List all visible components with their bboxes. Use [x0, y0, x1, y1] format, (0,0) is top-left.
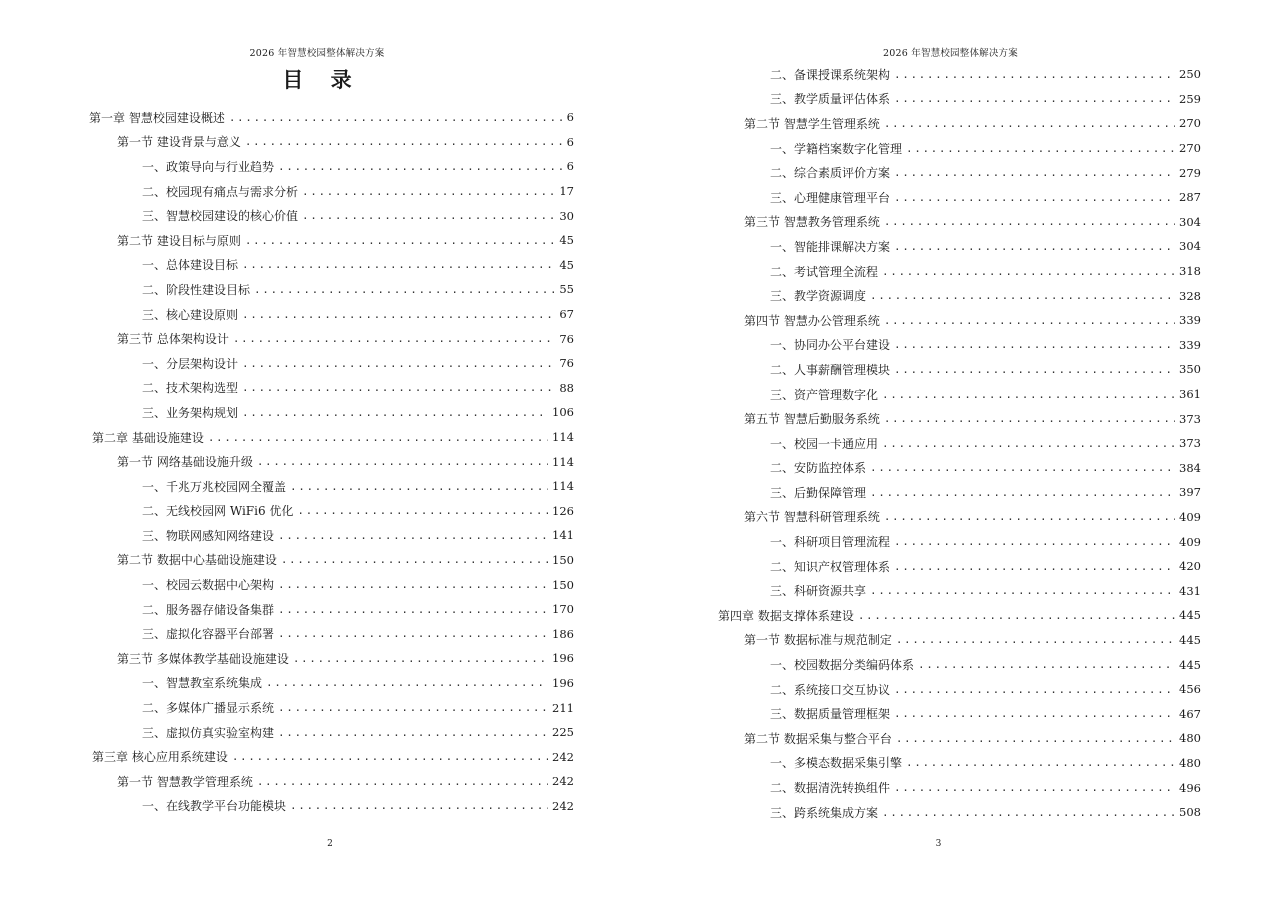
- dot-leader: [302, 185, 555, 198]
- dot-leader: [242, 406, 548, 419]
- toc-entry-subsection[interactable]: [634, 456, 1201, 481]
- dot-leader: [894, 191, 1175, 204]
- dot-leader: [278, 160, 563, 173]
- toc-entry-title: 三、教学资源调度: [770, 289, 867, 304]
- toc-entry-title: 一、千兆万兆校园网全覆盖: [142, 479, 287, 494]
- toc-entry-subsection[interactable]: [0, 695, 574, 720]
- toc-entry-title: 第三章 核心应用系统建设: [92, 750, 228, 765]
- dot-leader: [882, 806, 1175, 819]
- toc-entry-subsection[interactable]: [634, 87, 1201, 112]
- table-of-contents: [634, 62, 1201, 824]
- toc-entry-subsection[interactable]: [634, 160, 1201, 185]
- toc-entry-page-number: 225: [552, 725, 574, 740]
- dot-leader: [870, 289, 1175, 302]
- toc-entry-title: 第四章 数据支撑体系建设: [718, 608, 854, 623]
- dot-leader: [233, 332, 556, 345]
- dot-leader: [894, 707, 1175, 720]
- toc-entry-title: 三、资产管理数字化: [770, 387, 879, 402]
- toc-entry-page-number: 45: [559, 233, 574, 248]
- toc-entry-title: 二、数据清洗转换组件: [770, 781, 891, 796]
- toc-entry-title: 第二章 基础设施建设: [92, 430, 204, 445]
- toc-entry-title: 一、科研项目管理流程: [770, 535, 891, 550]
- dot-leader: [257, 455, 548, 468]
- toc-entry-title: 三、跨系统集成方案: [770, 805, 879, 820]
- toc-entry-title: 第二节 建设目标与原则: [117, 233, 241, 248]
- dot-leader: [894, 338, 1175, 351]
- toc-entry-subsection[interactable]: [634, 283, 1201, 308]
- toc-entry-title: 一、智慧教室系统集成: [142, 676, 263, 691]
- dot-leader: [896, 633, 1175, 646]
- toc-entry-page-number: 287: [1179, 190, 1201, 205]
- toc-entry-page-number: 420: [1179, 559, 1201, 574]
- toc-entry-subsection[interactable]: [634, 431, 1201, 456]
- toc-entry-subsection[interactable]: [634, 677, 1201, 702]
- toc-entry-subsection[interactable]: [634, 775, 1201, 800]
- toc-entry-title: 二、无线校园网 WiFi6 优化: [142, 504, 294, 519]
- toc-entry-subsection[interactable]: [634, 333, 1201, 358]
- toc-entry-page-number: 480: [1179, 731, 1201, 746]
- toc-entry-title: 第一节 数据标准与规范制定: [744, 633, 892, 648]
- toc-entry-page-number: 196: [552, 651, 574, 666]
- toc-entry-page-number: 456: [1179, 682, 1201, 697]
- toc-entry-subsection[interactable]: [634, 652, 1201, 677]
- toc-entry-chapter[interactable]: [0, 425, 574, 450]
- toc-entry-subsection[interactable]: [0, 794, 574, 819]
- toc-entry-title: 二、考试管理全流程: [770, 264, 879, 279]
- toc-entry-title: 二、备课授课系统架构: [770, 67, 891, 82]
- toc-entry-subsection[interactable]: [634, 800, 1201, 825]
- toc-entry-title: 三、业务架构规划: [142, 405, 239, 420]
- toc-entry-title: 一、协同办公平台建设: [770, 338, 891, 353]
- toc-entry-subsection[interactable]: [634, 529, 1201, 554]
- toc-entry-page-number: 67: [559, 307, 574, 322]
- toc-entry-title: 二、服务器存储设备集群: [142, 602, 275, 617]
- toc-entry-title: 第三节 智慧教务管理系统: [744, 215, 880, 230]
- toc-entry-title: 二、校园现有痛点与需求分析: [142, 184, 299, 199]
- toc-entry-title: 第一节 网络基础设施升级: [117, 455, 253, 470]
- dot-leader: [242, 308, 555, 321]
- toc-entry-page-number: 6: [566, 159, 574, 174]
- dot-leader: [242, 357, 555, 370]
- toc-entry-subsection[interactable]: [0, 351, 574, 376]
- dot-leader: [208, 431, 548, 444]
- toc-entry-page-number: 211: [552, 700, 574, 715]
- toc-entry-title: 第五节 智慧后勤服务系统: [744, 412, 880, 427]
- toc-entry-page-number: 250: [1179, 67, 1201, 82]
- toc-entry-subsection[interactable]: [0, 523, 574, 548]
- toc-entry-title: 第三节 多媒体教学基础设施建设: [117, 651, 289, 666]
- toc-entry-page-number: 196: [552, 675, 574, 690]
- toc-entry-subsection[interactable]: [634, 751, 1201, 776]
- toc-entry-title: 三、数据质量管理框架: [770, 707, 891, 722]
- running-header: 2026 年智慧校园整体解决方案: [249, 48, 385, 59]
- toc-entry-subsection[interactable]: [634, 578, 1201, 603]
- toc-entry-title: 二、系统接口交互协议: [770, 682, 891, 697]
- dot-leader: [906, 756, 1175, 769]
- toc-entry-title: 一、在线教学平台功能模块: [142, 799, 287, 814]
- toc-entry-title: 第二节 数据采集与整合平台: [744, 731, 892, 746]
- toc-entry-title: 三、后勤保障管理: [770, 485, 867, 500]
- dot-leader: [894, 166, 1175, 179]
- dot-leader: [884, 412, 1175, 425]
- page-number: 3: [935, 839, 942, 849]
- toc-entry-title: 二、技术架构选型: [142, 381, 239, 396]
- toc-entry-section[interactable]: [634, 308, 1201, 333]
- dot-leader: [884, 510, 1175, 523]
- toc-entry-page-number: 242: [552, 749, 574, 764]
- toc-entry-title: 一、分层架构设计: [142, 356, 239, 371]
- toc-entry-page-number: 339: [1179, 337, 1201, 352]
- toc-entry-page-number: 304: [1179, 239, 1201, 254]
- dot-leader: [278, 627, 548, 640]
- toc-entry-section[interactable]: [634, 726, 1201, 751]
- toc-entry-subsection[interactable]: [0, 277, 574, 302]
- toc-entry-page-number: 431: [1179, 583, 1201, 598]
- toc-entry-title: 第六节 智慧科研管理系统: [744, 510, 880, 525]
- dot-leader: [882, 388, 1175, 401]
- dot-leader: [242, 381, 555, 394]
- toc-entry-section[interactable]: [634, 210, 1201, 235]
- toc-entry-title: 一、政策导向与行业趋势: [142, 159, 275, 174]
- toc-entry-subsection[interactable]: [0, 179, 574, 204]
- toc-entry-subsection[interactable]: [634, 554, 1201, 579]
- toc-entry-page-number: 30: [559, 208, 574, 223]
- toc-entry-page-number: 445: [1179, 657, 1201, 672]
- toc-entry-title: 一、校园数据分类编码体系: [770, 658, 915, 673]
- toc-entry-title: 二、阶段性建设目标: [142, 282, 251, 297]
- toc-entry-page-number: 242: [552, 774, 574, 789]
- toc-entry-title: 一、智能排课解决方案: [770, 239, 891, 254]
- dot-leader: [232, 750, 548, 763]
- toc-entry-page-number: 480: [1179, 755, 1201, 770]
- toc-entry-page-number: 76: [559, 331, 574, 346]
- toc-entry-subsection[interactable]: [0, 203, 574, 228]
- toc-entry-section[interactable]: [634, 406, 1201, 431]
- dot-leader: [894, 92, 1175, 105]
- toc-entry-title: 一、校园云数据中心架构: [142, 578, 275, 593]
- toc-entry-page-number: 150: [552, 577, 574, 592]
- toc-entry-page-number: 186: [552, 626, 574, 641]
- toc-entry-page-number: 445: [1179, 608, 1201, 623]
- toc-entry-subsection[interactable]: [634, 480, 1201, 505]
- toc-entry-subsection[interactable]: [634, 357, 1201, 382]
- toc-entry-page-number: 384: [1179, 460, 1201, 475]
- toc-entry-title: 第二节 智慧学生管理系统: [744, 116, 880, 131]
- dot-leader: [254, 283, 555, 296]
- toc-entry-page-number: 373: [1179, 436, 1201, 451]
- dot-leader: [896, 732, 1175, 745]
- toc-entry-subsection[interactable]: [0, 499, 574, 524]
- toc-entry-title: 第一章 智慧校园建设概述: [89, 110, 225, 125]
- toc-entry-page-number: 6: [566, 134, 574, 149]
- toc-entry-title: 一、校园一卡通应用: [770, 436, 879, 451]
- toc-entry-page-number: 318: [1179, 264, 1201, 279]
- toc-entry-subsection[interactable]: [0, 154, 574, 179]
- toc-entry-page-number: 259: [1179, 91, 1201, 106]
- toc-entry-section[interactable]: [0, 449, 574, 474]
- toc-entry-page-number: 55: [559, 282, 574, 297]
- toc-entry-section[interactable]: [0, 646, 574, 671]
- toc-entry-page-number: 242: [552, 798, 574, 813]
- toc-entry-subsection[interactable]: [0, 572, 574, 597]
- toc-entry-section[interactable]: [634, 628, 1201, 653]
- toc-entry-section[interactable]: [0, 769, 574, 794]
- toc-entry-title: 第三节 总体架构设计: [117, 332, 229, 347]
- toc-entry-page-number: 126: [552, 503, 574, 518]
- toc-entry-title: 第一节 建设背景与意义: [117, 135, 241, 150]
- dot-leader: [894, 68, 1175, 81]
- toc-entry-page-number: 106: [552, 405, 574, 420]
- toc-entry-subsection[interactable]: [0, 253, 574, 278]
- toc-entry-subsection[interactable]: [0, 302, 574, 327]
- toc-entry-subsection[interactable]: [634, 701, 1201, 726]
- toc-entry-title: 第四节 智慧办公管理系统: [744, 313, 880, 328]
- toc-entry-page-number: 304: [1179, 214, 1201, 229]
- toc-entry-page-number: 150: [552, 552, 574, 567]
- toc-entry-title: 三、虚拟仿真实验室构建: [142, 725, 275, 740]
- toc-entry-section[interactable]: [0, 228, 574, 253]
- toc-entry-page-number: 409: [1179, 534, 1201, 549]
- toc-entry-page-number: 114: [552, 479, 574, 494]
- toc-entry-page-number: 141: [552, 528, 574, 543]
- dot-leader: [293, 652, 548, 665]
- page-number: 2: [327, 839, 333, 849]
- toc-entry-page-number: 508: [1179, 805, 1201, 820]
- toc-entry-page-number: 361: [1179, 387, 1201, 402]
- dot-leader: [242, 258, 555, 271]
- toc-entry-title: 二、人事薪酬管理模块: [770, 362, 891, 377]
- toc-entry-page-number: 397: [1179, 485, 1201, 500]
- toc-entry-subsection[interactable]: [0, 400, 574, 425]
- dot-leader: [278, 726, 548, 739]
- dot-leader: [894, 363, 1175, 376]
- toc-entry-page-number: 88: [559, 380, 574, 395]
- toc-entry-title: 一、学籍档案数字化管理: [770, 141, 903, 156]
- toc-entry-title: 二、综合素质评价方案: [770, 166, 891, 181]
- table-of-contents: [0, 105, 574, 818]
- dot-leader: [884, 117, 1175, 130]
- dot-leader: [870, 461, 1175, 474]
- dot-leader: [245, 135, 563, 148]
- dot-leader: [266, 676, 548, 689]
- toc-entry-subsection[interactable]: [0, 376, 574, 401]
- toc-entry-page-number: 328: [1179, 288, 1201, 303]
- toc-entry-page-number: 350: [1179, 362, 1201, 377]
- toc-entry-title: 一、总体建设目标: [142, 258, 239, 273]
- toc-entry-page-number: 17: [559, 184, 574, 199]
- dot-leader: [884, 215, 1175, 228]
- dot-leader: [290, 480, 548, 493]
- toc-entry-title: 二、知识产权管理体系: [770, 559, 891, 574]
- dot-leader: [894, 535, 1175, 548]
- dot-leader: [278, 701, 548, 714]
- toc-entry-subsection[interactable]: [0, 720, 574, 745]
- dot-leader: [894, 560, 1175, 573]
- toc-entry-section[interactable]: [0, 326, 574, 351]
- toc-entry-title: 二、多媒体广播显示系统: [142, 701, 275, 716]
- dot-leader: [884, 314, 1175, 327]
- toc-entry-subsection[interactable]: [634, 259, 1201, 284]
- toc-entry-title: 三、核心建设原则: [142, 307, 239, 322]
- toc-entry-chapter[interactable]: [0, 744, 574, 769]
- document-page-right: [634, 0, 1267, 900]
- toc-entry-page-number: 114: [552, 454, 574, 469]
- dot-leader: [906, 142, 1175, 155]
- toc-entry-section[interactable]: [634, 111, 1201, 136]
- toc-entry-title: 一、多模态数据采集引擎: [770, 756, 903, 771]
- toc-entry-page-number: 373: [1179, 411, 1201, 426]
- toc-entry-page-number: 170: [552, 602, 574, 617]
- dot-leader: [257, 775, 548, 788]
- dot-leader: [870, 486, 1175, 499]
- toc-entry-page-number: 339: [1179, 313, 1201, 328]
- toc-entry-title: 第一节 智慧教学管理系统: [117, 774, 253, 789]
- toc-entry-subsection[interactable]: [634, 382, 1201, 407]
- dot-leader: [229, 111, 563, 124]
- toc-entry-chapter[interactable]: [0, 105, 574, 130]
- dot-leader: [302, 209, 555, 222]
- toc-entry-page-number: 270: [1179, 141, 1201, 156]
- toc-entry-subsection[interactable]: [634, 136, 1201, 161]
- toc-entry-title: 二、安防监控体系: [770, 461, 867, 476]
- toc-entry-page-number: 45: [559, 257, 574, 272]
- toc-entry-page-number: 445: [1179, 632, 1201, 647]
- dot-leader: [894, 683, 1175, 696]
- dot-leader: [882, 265, 1175, 278]
- toc-entry-subsection[interactable]: [634, 62, 1201, 87]
- toc-entry-section[interactable]: [0, 548, 574, 573]
- toc-entry-title: 三、科研资源共享: [770, 584, 867, 599]
- toc-entry-section[interactable]: [634, 505, 1201, 530]
- toc-title: 目 录: [282, 67, 362, 92]
- dot-leader: [290, 799, 548, 812]
- toc-entry-page-number: 6: [566, 110, 574, 125]
- toc-entry-page-number: 467: [1179, 706, 1201, 721]
- toc-entry-title: 三、智慧校园建设的核心价值: [142, 209, 299, 224]
- toc-entry-subsection[interactable]: [0, 474, 574, 499]
- running-header: 2026 年智慧校园整体解决方案: [883, 48, 1018, 59]
- dot-leader: [870, 584, 1175, 597]
- toc-entry-subsection[interactable]: [634, 234, 1201, 259]
- toc-entry-title: 第二节 数据中心基础设施建设: [117, 553, 277, 568]
- toc-entry-section[interactable]: [0, 130, 574, 155]
- toc-entry-page-number: 496: [1179, 780, 1201, 795]
- toc-entry-subsection[interactable]: [0, 597, 574, 622]
- toc-entry-page-number: 279: [1179, 165, 1201, 180]
- toc-entry-title: 三、教学质量评估体系: [770, 92, 891, 107]
- toc-entry-title: 三、物联网感知网络建设: [142, 528, 275, 543]
- toc-entry-subsection[interactable]: [634, 185, 1201, 210]
- toc-entry-page-number: 76: [559, 356, 574, 371]
- dot-leader: [278, 529, 548, 542]
- dot-leader: [894, 240, 1175, 253]
- toc-entry-subsection[interactable]: [0, 621, 574, 646]
- dot-leader: [245, 234, 556, 247]
- toc-entry-title: 三、心理健康管理平台: [770, 190, 891, 205]
- dot-leader: [281, 553, 548, 566]
- toc-entry-subsection[interactable]: [0, 671, 574, 696]
- toc-entry-page-number: 409: [1179, 509, 1201, 524]
- dot-leader: [858, 609, 1175, 622]
- dot-leader: [882, 437, 1175, 450]
- dot-leader: [297, 504, 548, 517]
- toc-entry-chapter[interactable]: [634, 603, 1201, 628]
- dot-leader: [918, 658, 1175, 671]
- dot-leader: [278, 578, 548, 591]
- toc-entry-page-number: 114: [552, 430, 574, 445]
- dot-leader: [894, 781, 1175, 794]
- dot-leader: [278, 603, 548, 616]
- toc-entry-title: 三、虚拟化容器平台部署: [142, 627, 275, 642]
- toc-entry-page-number: 270: [1179, 116, 1201, 131]
